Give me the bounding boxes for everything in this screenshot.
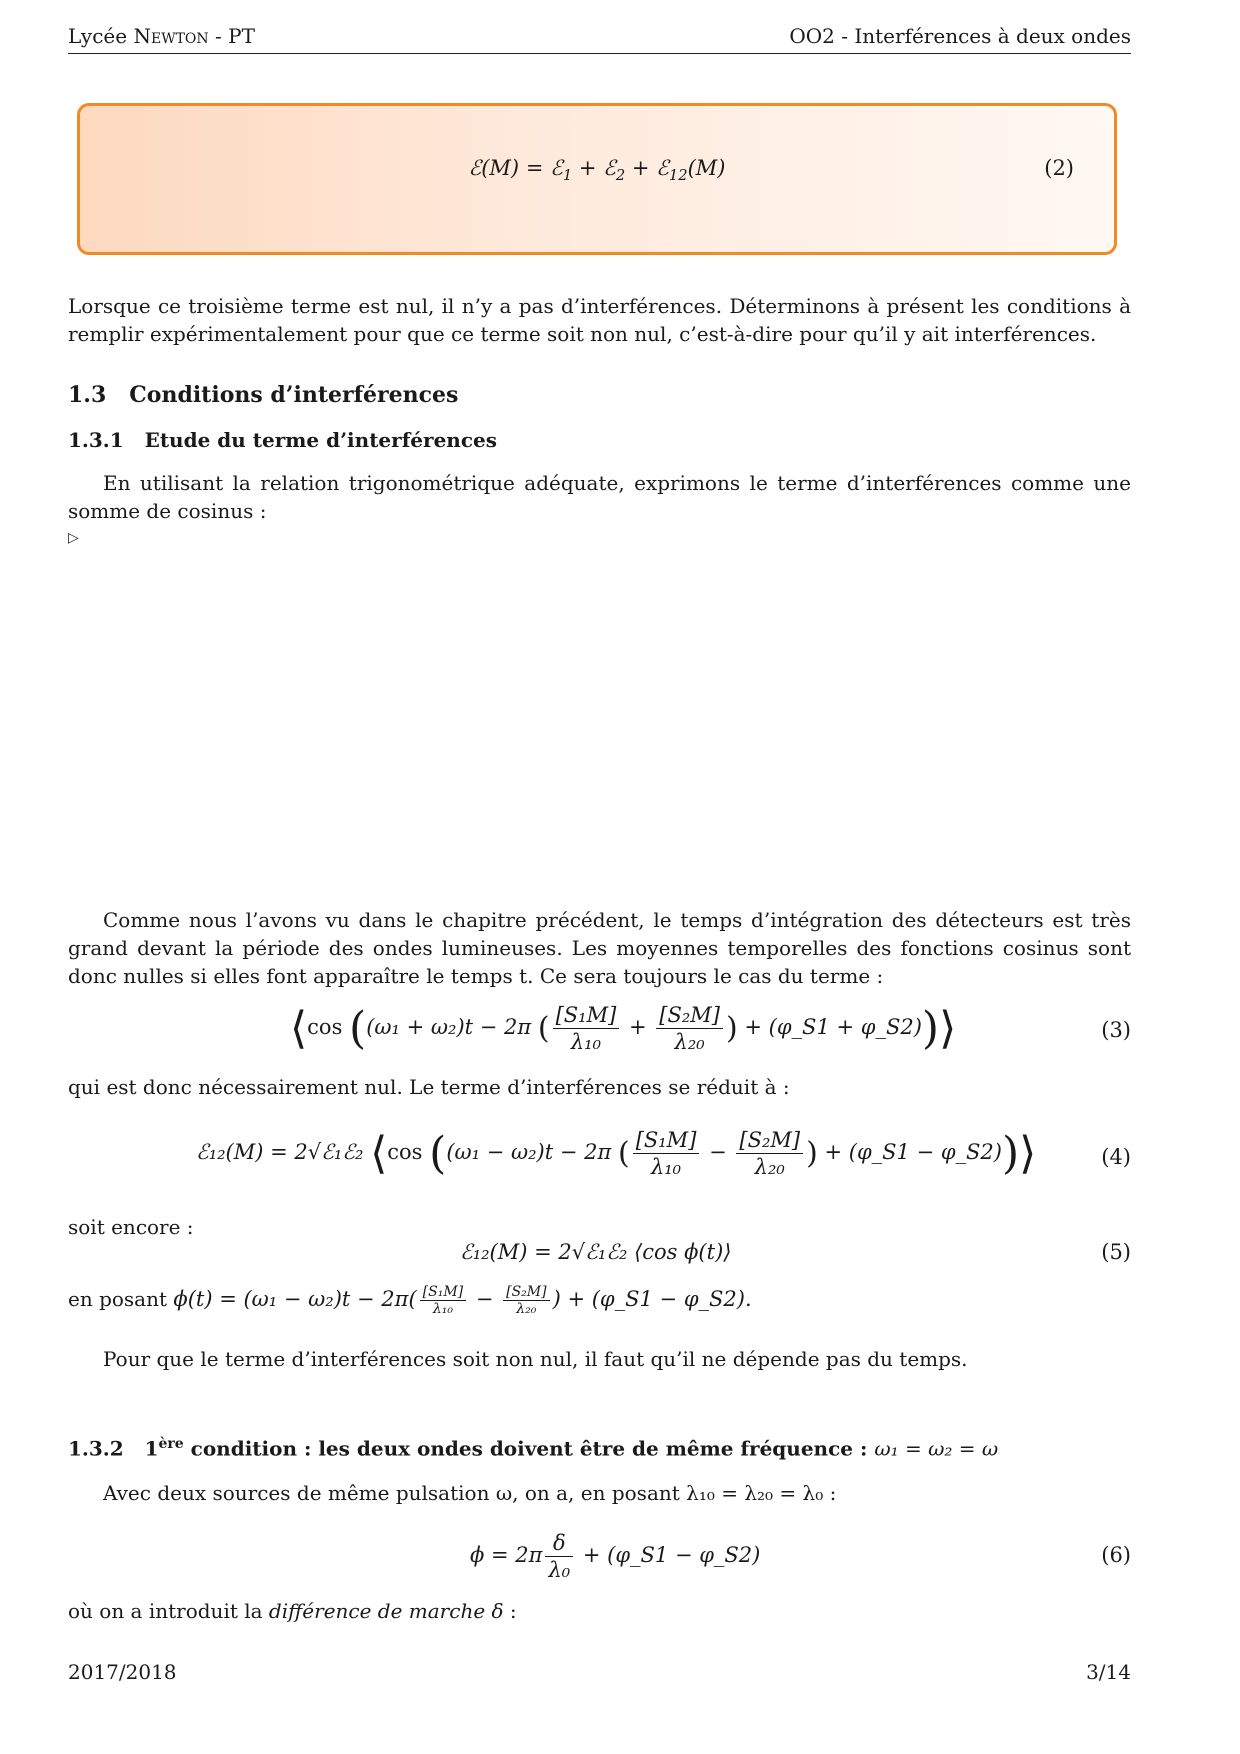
equation-box: [77, 103, 1117, 255]
section-heading-1-3: 1.3 Conditions d’interférences: [68, 382, 459, 408]
header-left: Lycée Newton - PT: [68, 24, 255, 48]
paragraph-3: Comme nous l’avons vu dans le chapitre précédent, le temps d’intégration des détecteurs est très grand devant la période des ondes lumineuses. Les moyennes temporelles des fonctions cosinus sont donc nulles si elles font apparaître le temps t. Ce sera toujours le cas du terme :: [68, 908, 1131, 988]
subsection-heading-1-3-2: 1.3.2 1ère condition : les deux ondes doivent être de même fréquence : ω₁ = ω₂ = ω: [68, 1436, 999, 1461]
paragraph-4: qui est donc nécessairement nul. Le terme d’interférences se réduit à :: [68, 1075, 790, 1099]
fraction: $\frac{\text{[S₂M]}}{\text{λ₂₀}}$: [656, 1002, 723, 1055]
paragraph-5: soit encore :: [68, 1215, 194, 1239]
equation-2-number: (2): [1044, 156, 1074, 180]
fraction: $\frac{\text{[S₁M]}}{\text{λ₁₀}}$: [553, 1002, 620, 1055]
header-right: OO2 - Interférences à deux ondes: [789, 24, 1131, 48]
equation-5: ℰ₁₂(M) = 2√ℰ₁ℰ₂ ⟨cos ϕ(t)⟩: [460, 1240, 732, 1264]
paragraph-7: Pour que le terme d’interférences soit non nul, il faut qu’il ne dépende pas du temps.: [103, 1347, 968, 1371]
footer-page-number: 3/14: [1086, 1660, 1131, 1684]
equation-4-number: (4): [1101, 1145, 1131, 1169]
subsection-heading-1-3-1: 1.3.1 Etude du terme d’interférences: [68, 428, 497, 452]
fraction: $\frac{\text{[S₂M]}}{\text{λ₂₀}}$: [503, 1284, 549, 1317]
fraction: $\frac{\text{[S₁M]}}{\text{λ₁₀}}$: [633, 1127, 700, 1180]
equation-3-number: (3): [1101, 1018, 1131, 1042]
equation-3: ⟨cos ((ω₁ + ω₂)t − 2π ( $\frac{\text{[S₁M]}}{\text{λ₁₀}}$ + $\frac{\text{[S₂M]}}{\text{λ₂₀}}$ ) + (φ_S1 + φ_S2))⟩: [290, 1003, 957, 1054]
paragraph-2: En utilisant la relation trigonométrique adéquate, exprimons le terme d’interférences comme une somme de cosinus :: [68, 471, 1131, 523]
equation-6: ϕ = 2π $\frac{\delta}{\text{λ₀}}$ + (φ_S1 − φ_S2): [470, 1531, 761, 1582]
fraction: $\frac{\text{[S₁M]}}{\text{λ₁₀}}$: [420, 1284, 466, 1317]
footer-year: 2017/2018: [68, 1660, 177, 1684]
school-name: Newton: [133, 24, 209, 48]
triangle-marker-icon: ▷: [68, 530, 79, 546]
paragraph-9: où on a introduit la différence de marche δ :: [68, 1599, 517, 1623]
fraction: $\frac{\text{[S₂M]}}{\text{λ₂₀}}$: [736, 1127, 803, 1180]
header-rule: [68, 53, 1131, 54]
fraction: $\frac{\delta}{\text{λ₀}}$: [545, 1530, 573, 1583]
equation-6-number: (6): [1101, 1543, 1131, 1567]
paragraph-8: Avec deux sources de même pulsation ω, on a, en posant λ₁₀ = λ₂₀ = λ₀ :: [103, 1481, 837, 1505]
paragraph-6: en posant ϕ(t) = (ω₁ − ω₂)t − 2π( $\frac{\text{[S₁M]}}{\text{λ₁₀}}$ − $\frac{\text{[S₂M]}}{\text{λ₂₀}}$ ) + (φ_S1 − φ_S2).: [68, 1284, 752, 1317]
equation-2: ℰ(M) = ℰ$_1$ + ℰ$_2$ + ℰ$_{12}$(M): [468, 156, 726, 185]
equation-4: ℰ₁₂(M) = 2√ℰ₁ℰ₂ ⟨cos ((ω₁ − ω₂)t − 2π ( $\frac{\text{[S₁M]}}{\text{λ₁₀}}$ − $\frac{\text{[S₂M]}}{\text{λ₂₀}}$ ) + (φ_S1 − φ_S2))⟩: [196, 1128, 1037, 1179]
equation-5-number: (5): [1101, 1240, 1131, 1264]
paragraph-1: Lorsque ce troisième terme est nul, il n’y a pas d’interférences. Déterminons à présent les conditions à remplir expérimentalement pour que ce terme soit non nul, c’est-à-dire pour qu’il y ait interférences.: [68, 294, 1131, 346]
